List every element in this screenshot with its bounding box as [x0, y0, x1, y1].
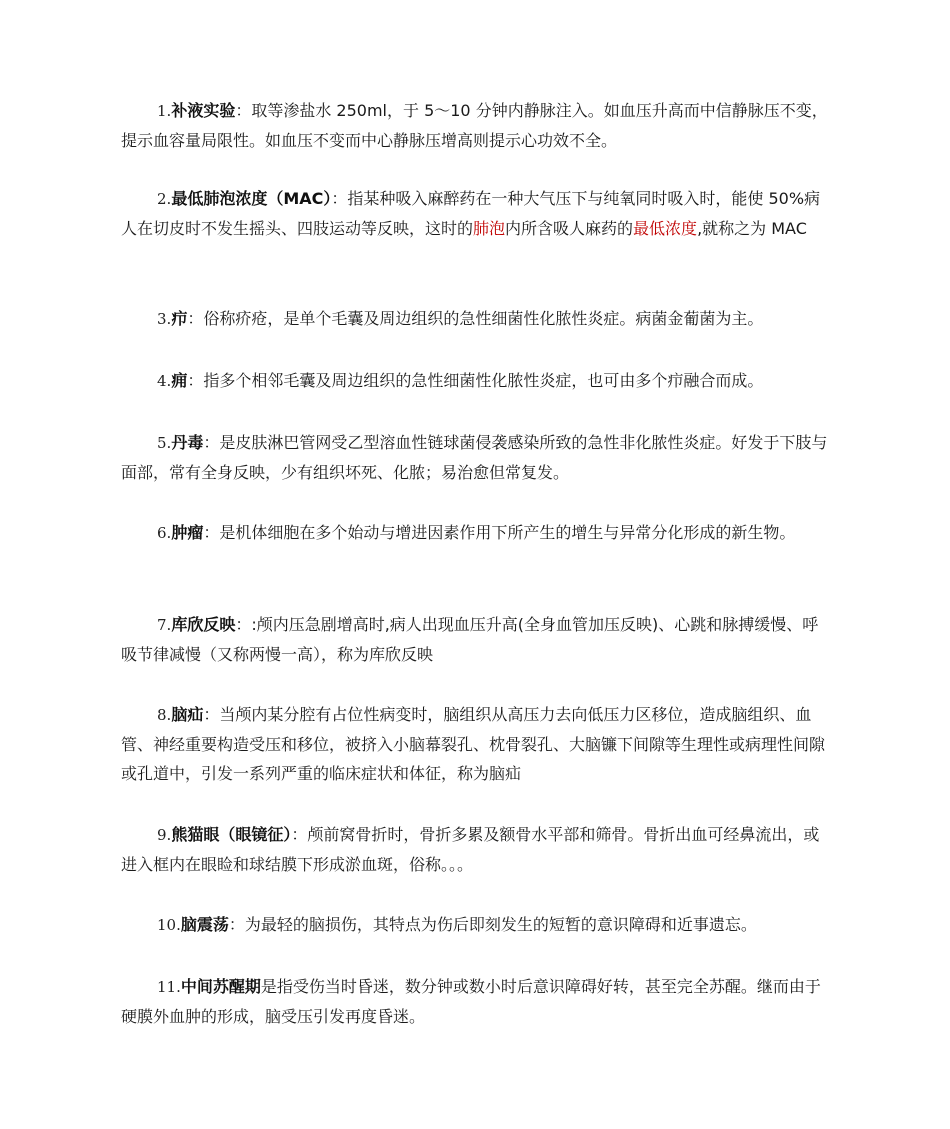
entry-5 — [121, 428, 833, 487]
entry-text-end: ,就称之为 MAC — [697, 219, 807, 238]
entry-text: 是指受伤当时昏迷，数分钟或数小时后意识障碍好转，甚至完全苏醒。继而由于硬膜外血肿的形成，脑受压引发再度昏迷。 — [121, 977, 821, 1026]
entry-term: 最低肺泡浓度（MAC） — [171, 189, 332, 208]
entry-number: 6. — [157, 524, 172, 542]
entry-number: 2. — [157, 190, 172, 208]
entry-4 — [121, 366, 833, 396]
entry-number: 1. — [157, 102, 172, 120]
entry-text: ：颅前窝骨折时，骨折多累及额骨水平部和筛骨。骨折出血可经鼻流出，或进入框内在眼睑和球结膜下形成淤血斑，俗称。。。 — [121, 825, 820, 874]
entry-term: 脑疝 — [171, 705, 204, 724]
entry-term: 疖 — [171, 309, 188, 328]
entry-term: 肿瘤 — [171, 523, 204, 542]
entry-text: ：:颅内压急剧增高时,病人出现血压升高(全身血管加压反映)、心跳和脉搏缓慢、呼吸节律减慢（又称两慢一高），称为库欣反映 — [121, 615, 819, 664]
entry-2 — [121, 184, 833, 243]
entry-number: 7. — [157, 616, 172, 634]
entry-3 — [121, 304, 833, 334]
entry-number: 3. — [157, 310, 172, 328]
entry-text: ：取等渗盐水 250ml，于 5～10 分钟内静脉注入。如血压升高而中信静脉压不变，提示血容量局限性。如血压不变而中心静脉压增高则提示心功效不全。 — [121, 101, 828, 150]
entry-term: 库欣反映 — [171, 615, 236, 634]
entry-text: ：当颅内某分腔有占位性病变时，脑组织从高压力去向低压力区移位，造成脑组织、血管、神经重要构造受压和移位，被挤入小脑幕裂孔、枕骨裂孔、大脑镰下间隙等生理性或病理性间隙或孔道中，引发一系列严重的临床症状和体征，称为脑疝 — [121, 705, 826, 783]
entry-6 — [121, 518, 833, 548]
entry-11 — [121, 972, 833, 1031]
entry-number: 11. — [157, 978, 181, 996]
entry-8 — [121, 700, 833, 788]
entry-term: 痈 — [171, 371, 188, 390]
entry-text: ：指某种吸入麻醉药在一种大气压下与纯氧同时吸入时，能使 50%病人在切皮时不发生摇头、四肢运动等反映，这时的 — [121, 189, 821, 238]
entry-term: 补液实验 — [171, 101, 236, 120]
entry-text: ：指多个相邻毛囊及周边组织的急性细菌性化脓性炎症，也可由多个疖融合而成。 — [187, 371, 764, 390]
entry-text: ：是皮肤淋巴管网受乙型溶血性链球菌侵袭感染所致的急性非化脓性炎症。好发于下肢与面部，常有全身反映，少有组织坏死、化脓；易治愈但常复发。 — [121, 433, 828, 482]
entry-number: 10. — [157, 916, 181, 934]
entry-text: ：为最轻的脑损伤，其特点为伤后即刻发生的短暂的意识障碍和近事遗忘。 — [228, 915, 757, 934]
entry-1 — [121, 96, 833, 155]
highlight-alveolus: 肺泡 — [473, 219, 506, 238]
entry-number: 9. — [157, 826, 172, 844]
entry-number: 8. — [157, 706, 172, 724]
entry-term: 脑震荡 — [180, 915, 229, 934]
entry-10 — [121, 910, 833, 940]
entry-term: 丹毒 — [171, 433, 204, 452]
entry-number: 5. — [157, 434, 172, 452]
highlight-min-concentration: 最低浓度 — [633, 219, 698, 238]
entry-term: 熊猫眼（眼镜征） — [171, 825, 292, 844]
entry-9 — [121, 820, 833, 879]
entry-text-continued: 内所含吸人麻药的 — [505, 219, 634, 238]
entry-text: ：是机体细胞在多个始动与增进因素作用下所产生的增生与异常分化形成的新生物。 — [203, 523, 796, 542]
entry-text: ：俗称疥疮，是单个毛囊及周边组织的急性细菌性化脓性炎症。病菌金葡菌为主。 — [187, 309, 764, 328]
entry-term: 中间苏醒期 — [180, 977, 261, 996]
entry-7 — [121, 610, 833, 669]
entry-number: 4. — [157, 372, 172, 390]
